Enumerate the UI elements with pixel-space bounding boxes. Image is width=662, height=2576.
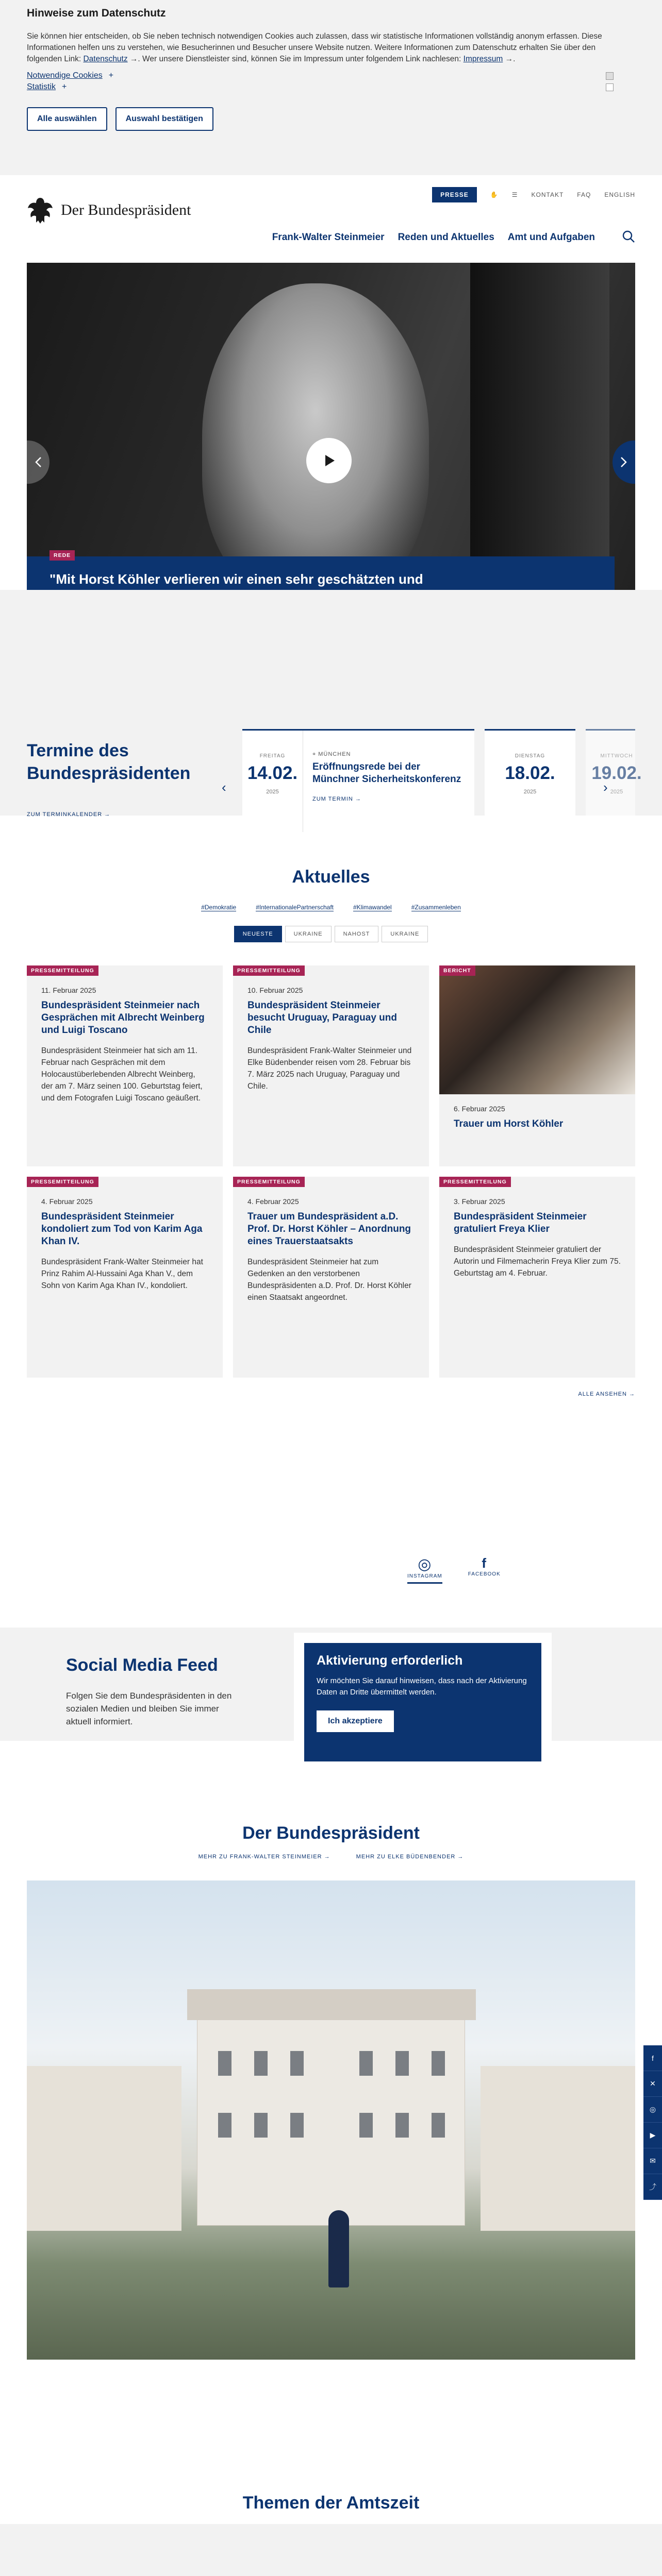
card-tag: PRESSEMITTEILUNG xyxy=(27,1177,98,1187)
chevron-right-icon[interactable]: › xyxy=(603,779,608,795)
pin-icon: ⌖ xyxy=(312,751,319,757)
social-section xyxy=(0,1535,662,1761)
news-card[interactable]: PRESSEMITTEILUNG 10. Februar 2025 Bundespräsident Steinmeier besucht Uruguay, Paraguay und Chile Bundespräsident Frank-Walter Steinmeier und Elke Büdenbender reisen vom 28. Februar bis 7. März 2025 nach Uruguay, Paraguay und Chile. xyxy=(233,965,429,1166)
news-cards xyxy=(27,965,635,1378)
aktuelles-section xyxy=(0,816,662,1511)
social-activation-box xyxy=(294,1633,552,1767)
checkbox-statistik[interactable] xyxy=(606,83,614,91)
impressum-link[interactable]: Impressum xyxy=(463,55,503,63)
event-title: Eröffnungsrede bei der Münchner Sicherheitskonferenz xyxy=(312,761,461,785)
hero-title: "Mit Horst Köhler verlieren wir einen sehr geschätzten und xyxy=(49,571,423,587)
steinmeier-link[interactable]: MEHR ZU FRANK-WALTER STEINMEIER → xyxy=(198,1854,330,1860)
site-logo[interactable] xyxy=(27,196,191,225)
top-navigation xyxy=(432,187,635,202)
cookie-option-notwendig[interactable]: Notwendige Cookies + xyxy=(27,71,635,80)
confirm-selection-button[interactable]: Auswahl bestätigen xyxy=(115,107,213,131)
tab-instagram[interactable]: ◎ INSTAGRAM xyxy=(407,1555,442,1584)
hashtag-link[interactable]: #Klimawandel xyxy=(353,904,392,911)
aktuelles-title: Aktuelles xyxy=(292,867,370,887)
plus-icon: + xyxy=(62,82,67,91)
card-tag: PRESSEMITTEILUNG xyxy=(233,1177,305,1187)
event-link[interactable]: ZUM TERMIN → xyxy=(312,796,361,802)
play-icon xyxy=(321,453,337,468)
filter-neueste[interactable]: NEUESTE xyxy=(234,926,282,942)
facebook-icon: f xyxy=(482,1555,487,1571)
news-card[interactable]: BERICHT 6. Februar 2025 Trauer um Horst Köhler xyxy=(439,965,635,1166)
play-button[interactable] xyxy=(306,438,352,483)
nav-amt[interactable]: Amt und Aufgaben xyxy=(507,232,595,243)
accept-button[interactable]: Ich akzeptiere xyxy=(317,1710,394,1732)
plus-icon: + xyxy=(108,71,114,80)
themen-section xyxy=(0,2493,662,2576)
instagram-icon: ◎ xyxy=(418,1556,432,1573)
cookie-option-statistik[interactable]: Statistik + xyxy=(27,82,635,92)
card-tag: PRESSEMITTEILUNG xyxy=(233,965,305,976)
facebook-icon[interactable]: f xyxy=(643,2045,662,2071)
cookie-banner xyxy=(0,0,662,175)
eagle-icon xyxy=(27,196,54,225)
chevron-right-icon xyxy=(620,456,627,468)
alle-ansehen-link[interactable]: ALLE ANSEHEN → xyxy=(578,1391,635,1397)
social-text: Folgen Sie dem Bundespräsidenten in den sozialen Medien und bleiben Sie immer aktuell informiert. xyxy=(66,1691,232,1726)
site-header xyxy=(0,175,662,263)
event-card[interactable]: DIENSTAG 18.02. 2025 xyxy=(485,729,575,832)
card-tag: PRESSEMITTEILUNG xyxy=(27,965,98,976)
easy-language-icon[interactable]: ☰ xyxy=(511,191,518,198)
activation-title: Aktivierung erforderlich xyxy=(317,1653,463,1668)
hashtag-link[interactable]: #Demokratie xyxy=(201,904,237,911)
presse-link[interactable]: PRESSE xyxy=(432,187,477,202)
buedenbender-link[interactable]: MEHR ZU ELKE BÜDENBENDER → xyxy=(356,1854,464,1860)
filter-ukraine[interactable]: UKRAINE xyxy=(285,926,332,942)
social-share-bar xyxy=(643,2045,662,2200)
hero-tag: REDE xyxy=(49,550,75,561)
termine-section xyxy=(0,590,662,816)
news-card[interactable]: PRESSEMITTEILUNG 4. Februar 2025 Bundespräsident Steinmeier kondoliert zum Tod von Karim Aga Khan IV. Bundespräsident Frank-Walter Steinmeier hat Prinz Rahim Al-Hussaini Aga Khan V., dem Sohn von Karim Aga Khan IV., kondoliert. xyxy=(27,1177,223,1378)
sign-language-icon[interactable]: ✋ xyxy=(490,191,499,198)
english-link[interactable]: ENGLISH xyxy=(604,191,635,198)
news-card[interactable]: PRESSEMITTEILUNG 11. Februar 2025 Bundespräsident Steinmeier nach Gesprächen mit Albrecht Weinberg und Luigi Toscano Bundespräsident Steinmeier hat sich am 11. Februar nach Gesprächen mit dem Holocaustüberlebenden Albrecht Weinberg, der am 7. März seinen 100. Geburtstag feiert, und dem Fotografen Luigi Toscano geäußert. xyxy=(27,965,223,1166)
main-navigation xyxy=(272,232,595,243)
schloss-bellevue-image xyxy=(27,1880,635,2360)
share-icon[interactable]: ⤴ xyxy=(643,2174,662,2200)
event-card[interactable]: FREITAG 14.02. 2025 ⌖ MÜNCHEN Eröffnungsrede bei der Münchner Sicherheitskonferenz ZUM TERMIN → xyxy=(242,729,474,832)
cookie-text: Sie können hier entscheiden, ob Sie neben technisch notwendigen Cookies auch zulassen, dass wir statistische Informationen vollständig anonym erfassen. Diese Informationen helfen uns zu verstehen, wie Besucherinnen und Besucher unsere Website nutzen. Weitere Informationen zum Datenschutz erhalten Sie über den folgenden Link: Datenschutz →. Wer unsere Dienstleister sind, können Sie im Impressum unter folgendem Link nachlesen: Impressum →. xyxy=(27,32,602,63)
filter-ukraine-2[interactable]: UKRAINE xyxy=(382,926,428,942)
select-all-button[interactable]: Alle auswählen xyxy=(27,107,107,131)
chevron-left-icon[interactable]: ‹ xyxy=(222,779,226,795)
event-card[interactable]: MITTWOCH 19.02. 2025 xyxy=(586,729,635,832)
themen-title: Themen der Amtszeit xyxy=(0,2493,662,2524)
cookie-title: Hinweise zum Datenschutz xyxy=(27,7,166,19)
termine-calendar-link[interactable]: ZUM TERMINKALENDER → xyxy=(27,811,111,818)
news-card[interactable]: PRESSEMITTEILUNG 4. Februar 2025 Trauer um Bundespräsident a.D. Prof. Dr. Horst Köhler – Anordnung eines Trauerstaatsakts Bundespräsident Steinmeier hat zum Gedenken an den verstorbenen Bundespräsidenten a.D. Prof. Dr. Horst Köhler einen Staatsakt angeordnet. xyxy=(233,1177,429,1378)
card-tag: BERICHT xyxy=(439,965,475,976)
datenschutz-link[interactable]: Datenschutz xyxy=(83,55,128,63)
youtube-icon[interactable]: ▶ xyxy=(643,2123,662,2148)
tab-facebook[interactable]: f FACEBOOK xyxy=(468,1555,501,1577)
checkbox-notwendig xyxy=(606,72,614,80)
bp-title: Der Bundespräsident xyxy=(242,1823,420,1843)
chevron-left-icon xyxy=(35,456,42,468)
filter-nahost[interactable]: NAHOST xyxy=(335,926,379,942)
filter-tabs xyxy=(0,926,662,942)
card-image xyxy=(439,965,635,1094)
search-icon[interactable] xyxy=(622,230,635,246)
hashtag-link[interactable]: #Zusammenleben xyxy=(411,904,461,911)
activation-text: Wir möchten Sie darauf hinweisen, dass nach der Aktivierung Daten an Dritte übermittelt werden. xyxy=(317,1676,527,1697)
x-icon[interactable]: ✕ xyxy=(643,2071,662,2097)
kontakt-link[interactable]: KONTAKT xyxy=(531,191,564,198)
termine-title: Termine des Bundespräsidenten xyxy=(27,741,191,783)
event-location: ⌖ MÜNCHEN xyxy=(312,751,351,757)
card-tag: PRESSEMITTEILUNG xyxy=(439,1177,511,1187)
hashtag-list xyxy=(0,904,662,911)
bundespraesident-section xyxy=(0,1761,662,2509)
social-tabs xyxy=(407,1555,501,1584)
nav-steinmeier[interactable]: Frank-Walter Steinmeier xyxy=(272,232,385,243)
logo-text: Der Bundespräsident xyxy=(61,201,191,218)
nav-reden[interactable]: Reden und Aktuelles xyxy=(398,232,494,243)
news-card[interactable]: PRESSEMITTEILUNG 3. Februar 2025 Bundespräsident Steinmeier gratuliert Freya Klier Bundespräsident Steinmeier gratuliert der Autorin und Filmemacherin Freya Klier zum 75. Geburtstag am 4. Februar. xyxy=(439,1177,635,1378)
instagram-icon[interactable]: ◎ xyxy=(643,2097,662,2123)
social-title: Social Media Feed xyxy=(66,1655,218,1675)
faq-link[interactable]: FAQ xyxy=(577,191,591,198)
mail-icon[interactable]: ✉ xyxy=(643,2148,662,2174)
hashtag-link[interactable]: #InternationalePartnerschaft xyxy=(256,904,334,911)
